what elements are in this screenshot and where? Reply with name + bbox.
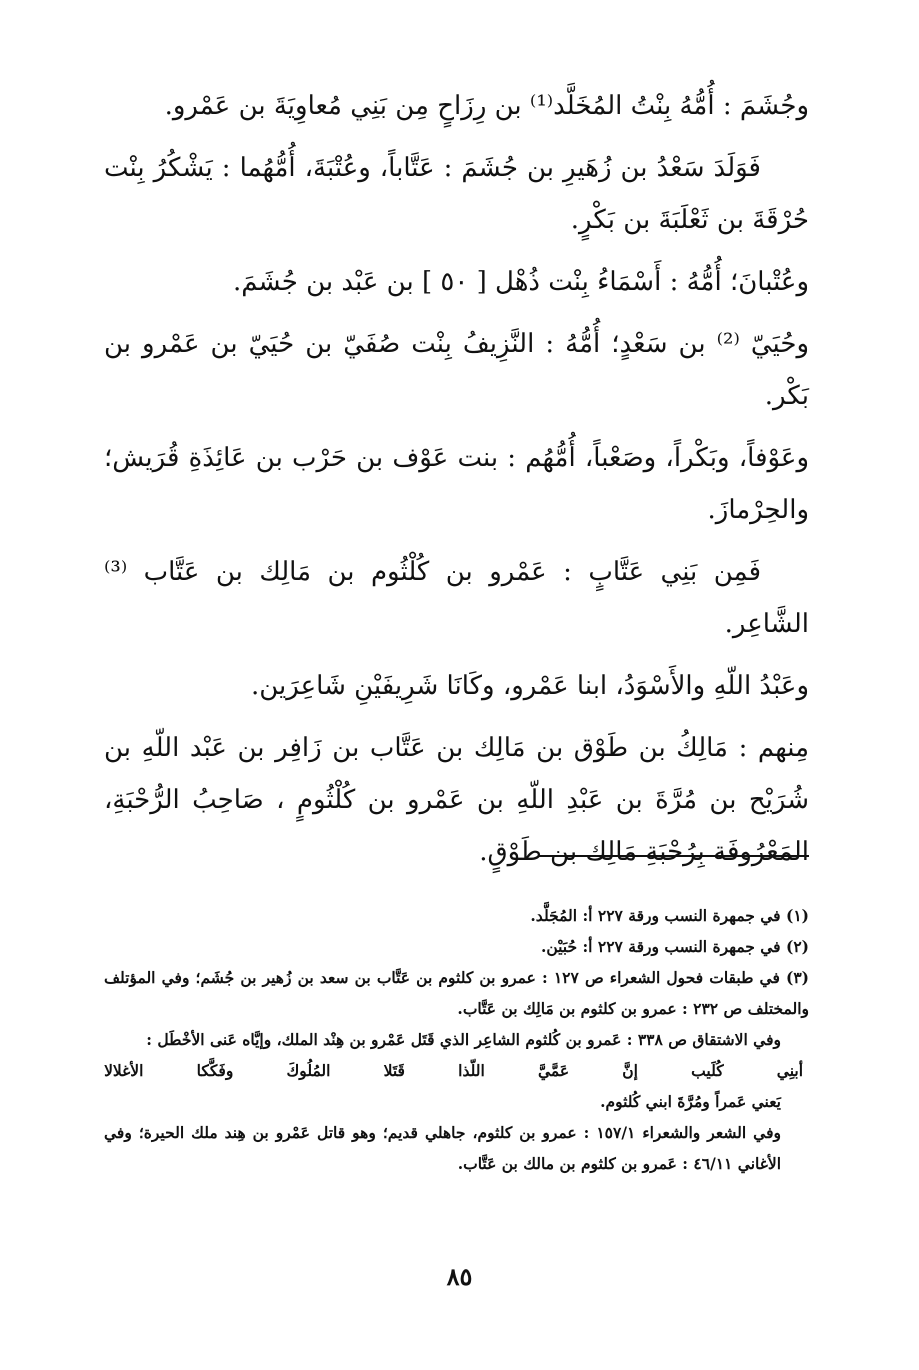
paragraph: فَوَلَدَ سَعْدُ بن زُهَيرِ بن جُشَمَ : عَتَّاباً، وعُتْبَةَ، أُمُّهُما : يَشْكُرُ بِنْت حُرْقَةَ بن ثَعْلَبَةَ بن بَكْرٍ. xyxy=(104,153,809,235)
footnote-divider xyxy=(539,855,809,857)
paragraph: وعَوْفاً، وبَكْراً، وصَعْباً، أُمُّهُم : بنت عَوْف بن حَرْب بن عَائِذَةِ قُرَيش؛ والحِرْمازَ. xyxy=(104,443,809,525)
verse-word: المُلُوكَ xyxy=(286,1061,331,1080)
footnote-3-shir: وفي الشعر والشعراء ١٥٧/١ : عمرو بن كلثوم، جاهلي قديم؛ وهو قاتل عَمْرو بن هِند ملك الحيرة؛ وفي الأغاني ٤٦/١١ : عَمرو بن كلثوم بن مالك بن عَتَّاب. xyxy=(104,1123,781,1173)
footnote-3: (٣) في طبقات فحول الشعراء ص ١٢٧ : عمرو بن كلثوم بن عَتَّاب بن سعد بن زُهير بن جُشَم؛ وفي المؤتلف والمختلف ص ٢٣٢ : عمرو بن كلثوم بن مَالِك بن عَتَّاب. xyxy=(104,968,809,1018)
verse-word: أبنِي xyxy=(776,1061,803,1080)
paragraph: وحُيَيّ ⁽²⁾ بن سَعْدٍ؛ أُمُّهُ : النَّزِيفُ بِنْت صُفَيّ بن حُيَيّ بن عَمْرو بن بَكْر. xyxy=(104,329,809,411)
footnote-3-ishtiqaq: وفي الاشتقاق ص ٣٣٨ : عَمرو بن كُلثوم الشاعِر الذي قَتَل عَمْرو بن هِنْد الملك، وإيَّاه عَنى الأخْطَل : xyxy=(146,1030,781,1049)
paragraph: وعَبْدُ اللّهِ والأَسْوَدُ، ابنا عَمْرو، وكَانَا شَرِيفَيْنِ شَاعِرَين. xyxy=(251,671,809,701)
verse-word: إنَّ xyxy=(622,1061,638,1080)
footnote-2: (٢) في جمهرة النسب ورقة ٢٢٧ أ: حُبَيْن. xyxy=(540,937,809,956)
verse-word: الأغلالا xyxy=(104,1061,144,1080)
footnotes xyxy=(104,900,809,1179)
footnote-1: (١) في جمهرة النسب ورقة ٢٢٧ أ: المُجَلَّد. xyxy=(530,906,809,925)
main-text xyxy=(104,80,809,888)
paragraph: فَمِن بَنِي عَتَّابٍ : عَمْرو بن كُلْثُوم بن مَالِك بن عَتَّاب ⁽³⁾ الشَّاعِر. xyxy=(104,557,809,639)
paragraph: مِنهم : مَالِكُ بن طَوْق بن مَالِك بن عَتَّاب بن زَافِر بن عَبْد اللّهِ بن شُرَيْح بن مُرَّةَ بن عَبْدِ اللّهِ بن عَمْرو بن كُلْثُومٍ ، صَاحِبُ الرُّحْبَةِ، المَعْرُوفَة بِرُحْبَةِ مَالِك بن طَوْقٍ. xyxy=(104,733,809,867)
verse-word: اللّذا xyxy=(458,1061,485,1080)
verse-word: وفَكَّكا xyxy=(196,1061,234,1080)
verse-note: يَعني عَمراً ومُرَّةَ ابني كُلثوم. xyxy=(600,1092,781,1111)
verse-word: قَتَلا xyxy=(383,1061,405,1080)
verse-word: كُلَيب xyxy=(691,1061,724,1080)
page-number: ٨٥ xyxy=(446,1262,473,1291)
poem-verse xyxy=(104,1055,809,1086)
paragraph: وجُشَمَ : أُمُّهُ بِنْتُ المُخَلَّد⁽¹⁾ بن رِزَاحٍ مِن بَنِي مُعاوِيَةَ بن عَمْرو. xyxy=(164,91,809,121)
verse-word: عَمَّيَّ xyxy=(537,1061,570,1080)
paragraph: وعُتْبانَ؛ أُمُّهُ : أَسْمَاءُ بِنْت ذُهْل [ ٥٠ ] بن عَبْد بن جُشَمَ. xyxy=(233,267,809,297)
